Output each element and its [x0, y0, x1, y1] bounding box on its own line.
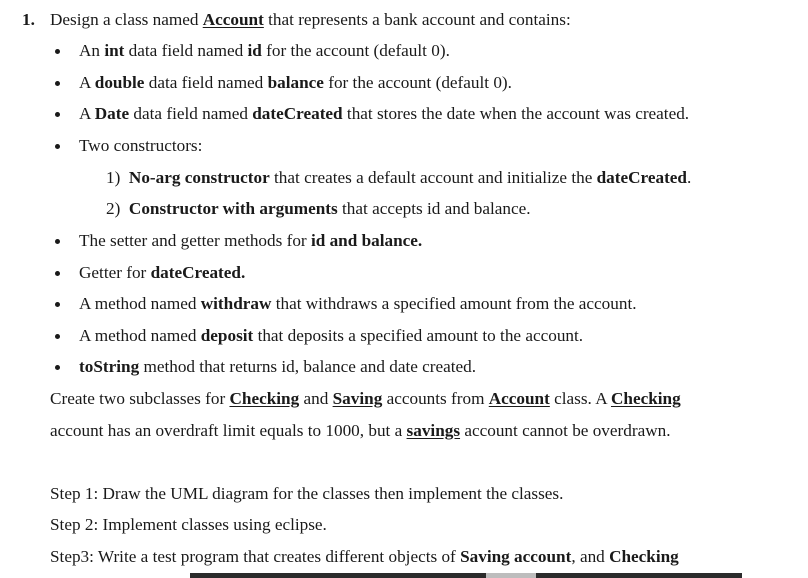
paragraph-line: Create two subclasses for Checking and Saving accounts from Account class. A Checking [50, 389, 681, 408]
list-item: A method named withdraw that withdraws a specified amount from the account. [79, 294, 637, 313]
bullet-dot [55, 144, 60, 149]
bullet-dot [55, 239, 60, 244]
list-item: A method named deposit that deposits a specified amount to the account. [79, 326, 584, 345]
question-intro: Design a class named Account that represents a bank account and contains: [50, 10, 571, 29]
step-line: Step 1: Draw the UML diagram for the classes then implement the classes. [50, 484, 564, 503]
bottom-scrollbar-thumb[interactable] [486, 573, 536, 578]
list-item: An int data field named id for the account (default 0). [79, 41, 450, 60]
list-item: Two constructors: [79, 136, 203, 155]
step-line: Step3: Write a test program that creates different objects of Saving account, and Checking [50, 547, 679, 566]
numbered-item: 2) Constructor with arguments that accepts id and balance. [106, 199, 531, 218]
list-item: The setter and getter methods for id and balance. [79, 231, 423, 250]
bottom-scrollbar-track[interactable] [190, 573, 742, 578]
list-item: toString method that returns id, balance and date created. [79, 357, 477, 376]
numbered-item: 1) No-arg constructor that creates a default account and initialize the dateCreated. [106, 168, 692, 187]
bullet-dot [55, 49, 60, 54]
paragraph-line: account has an overdraft limit equals to 1000, but a savings account cannot be overdrawn. [50, 421, 671, 440]
question-number: 1. [22, 10, 35, 29]
bullet-dot [55, 334, 60, 339]
bullet-dot [55, 365, 60, 370]
list-item: Getter for dateCreated. [79, 263, 246, 282]
bullet-dot [55, 271, 60, 276]
bullet-dot [55, 112, 60, 117]
class-name-account: Account [202, 10, 264, 29]
bullet-dot [55, 81, 60, 86]
list-item: A double data field named balance for the account (default 0). [79, 73, 512, 92]
bullet-dot [55, 302, 60, 307]
step-line: Step 2: Implement classes using eclipse. [50, 515, 327, 534]
list-item: A Date data field named dateCreated that stores the date when the account was created. [79, 104, 690, 123]
